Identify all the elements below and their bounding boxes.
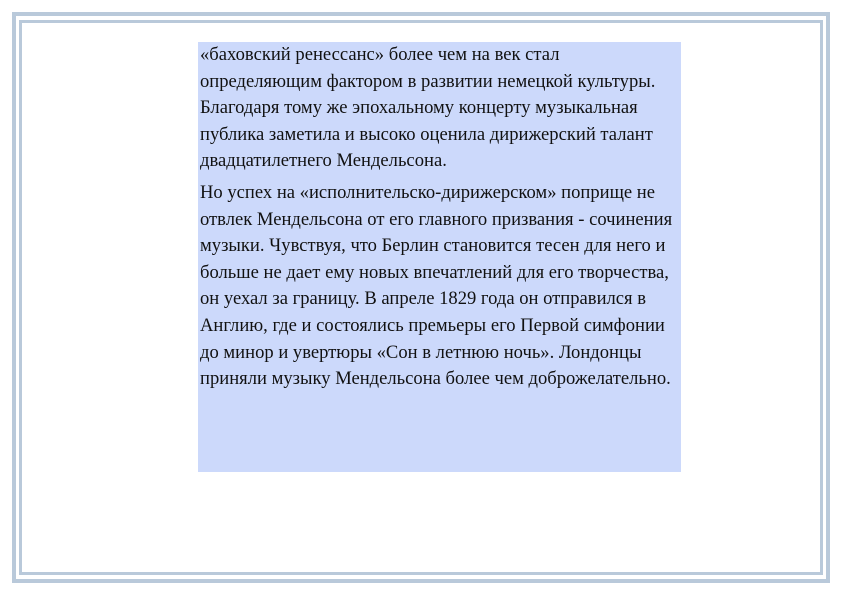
paragraph-1: «баховский ренессанс» более чем на век стал определяющим фактором в развитии немецкой культуры. Благодаря тому же эпохальному концерту музыкальная публика заметила и высоко оценила дирижерский талант двадцатилетнего Мендельсона.: [200, 44, 656, 172]
text-box: [198, 42, 681, 472]
paragraph-2: Но успех на «исполнительско-дирижерском» поприще не отвлек Мендельсона от его главного призвания - сочинения музыки. Чувствуя, что Берлин становится тесен для него и больше не дает ему новых впечатлений для его творчества, он уехал за границу. В апреле 1829 года он отправился в Англию, где и состоялись премьеры его Первой симфонии до минор и увертюры «Сон в летнюю ночь». Лондонцы приняли музыку Мендельсона более чем доброжелательно.: [200, 181, 673, 390]
